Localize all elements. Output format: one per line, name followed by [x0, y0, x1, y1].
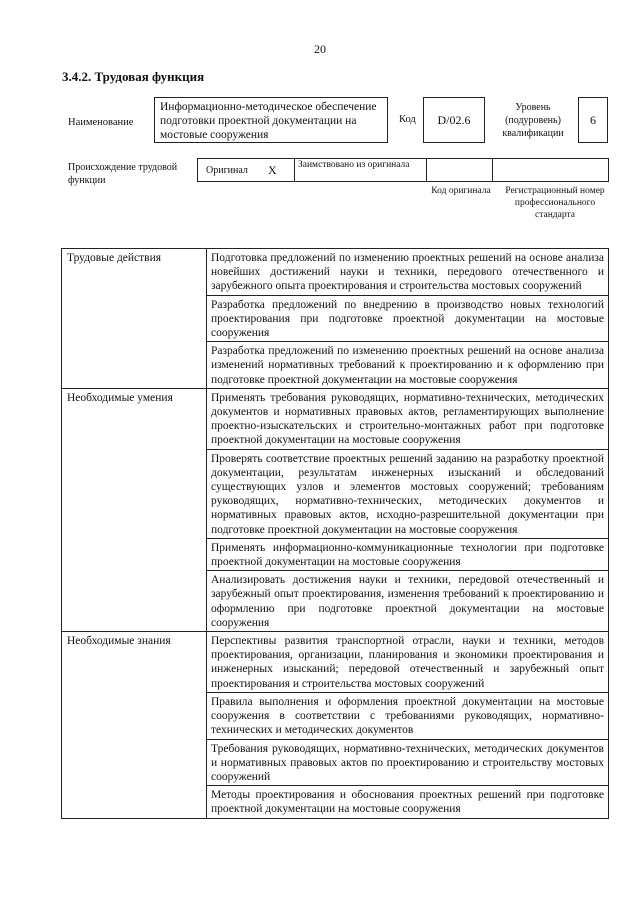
row-text: Подготовка предложений по изменению проектных решений на основе анализа новейших достижений науки и техники, передового отечественного и зарубежного опыта проектирования и строительства мостовых сооружений	[207, 249, 609, 296]
borrowed-cell	[294, 158, 427, 182]
page-number: 20	[314, 42, 326, 56]
original-code-caption: Код оригинала	[431, 186, 491, 196]
row-text: Разработка предложений по изменению проектных решений на основе анализа изменений нормативных требований к проектированию и к оформлению при подготовке проектной документации на мостовые сооружения	[207, 342, 609, 389]
category-cell: Необходимые умения	[62, 388, 207, 631]
row-text: Проверять соответствие проектных решений заданию на разработку проектной документации, результатам инженерных изысканий и обследований существующих узлов и элементов мостовых сооружений; требованиям руководящих, нормативно-технических, методических документов и нормативных правовых актов, исходно-разрешительной документации при подготовке проектной документации на мостовые сооружения	[207, 449, 609, 538]
qualification-level-label: Уровень (подуровень) квалификации	[502, 102, 564, 139]
row-text: Методы проектирования и обоснования проектных решений при подготовке проектной документации на мостовые сооружения	[207, 786, 609, 818]
registration-number-caption: Регистрационный номер профессионального стандарта	[505, 186, 605, 220]
function-details-table	[61, 248, 609, 819]
registration-number-cell	[492, 158, 609, 182]
row-text: Перспективы развития транспортной отрасли, науки и техники, методов проектирования, организации, планирования и экономики проектирования и инженерных изысканий; передовой отечественный и зарубежный опыт проектирования и строительства мостовых сооружений	[207, 632, 609, 693]
row-text: Анализировать достижения науки и техники, передовой отечественный и зарубежный опыт проектирования, изменения требований к проектированию и оформлению при подготовке проектной документации на мостовые сооружения	[207, 571, 609, 632]
function-code-value: D/02.6	[423, 97, 485, 143]
row-text: Разработка предложений по внедрению в производство новых технологий проектирования при подготовке проектной документации на мостовые сооружения	[207, 295, 609, 342]
row-text: Требования руководящих, нормативно-технических, методических документов и нормативных правовых актов по проектированию и строительству мостовых сооружений	[207, 739, 609, 786]
row-text: Применять информационно-коммуникационные технологии при подготовке проектной документации на мостовые сооружения	[207, 538, 609, 570]
table-row	[62, 632, 609, 693]
origin-row	[197, 158, 609, 182]
category-cell: Трудовые действия	[62, 249, 207, 389]
original-cell	[197, 158, 295, 182]
name-label: Наименование	[68, 117, 134, 128]
function-name-value: Информационно-методическое обеспечение подготовки проектной документации на мостовые сооружения	[154, 97, 388, 143]
table-row	[62, 249, 609, 296]
section-title: 3.4.2. Трудовая функция	[62, 69, 205, 84]
table-row	[62, 388, 609, 449]
qualification-level-value: 6	[578, 97, 608, 143]
original-mark: X	[268, 163, 277, 177]
origin-label: Происхождение трудовой функции	[68, 162, 178, 186]
borrowed-label: Заимствовано из оригинала	[298, 160, 410, 170]
row-text: Применять требования руководящих, нормативно-технических, методических документов и нормативных правовых актов, регламентирующих выполнение проектно-изыскательских и строительно-монтажных работ при подготовке проектной документации на мостовые сооружения	[207, 388, 609, 449]
row-text: Правила выполнения и оформления проектной документации на мостовые сооружения в соответствии с требованиями руководящих, нормативно-технических и методических документов	[207, 692, 609, 739]
category-cell: Необходимые знания	[62, 632, 207, 818]
original-label: Оригинал	[206, 165, 248, 176]
code-label: Код	[399, 114, 416, 125]
original-code-cell	[426, 158, 493, 182]
